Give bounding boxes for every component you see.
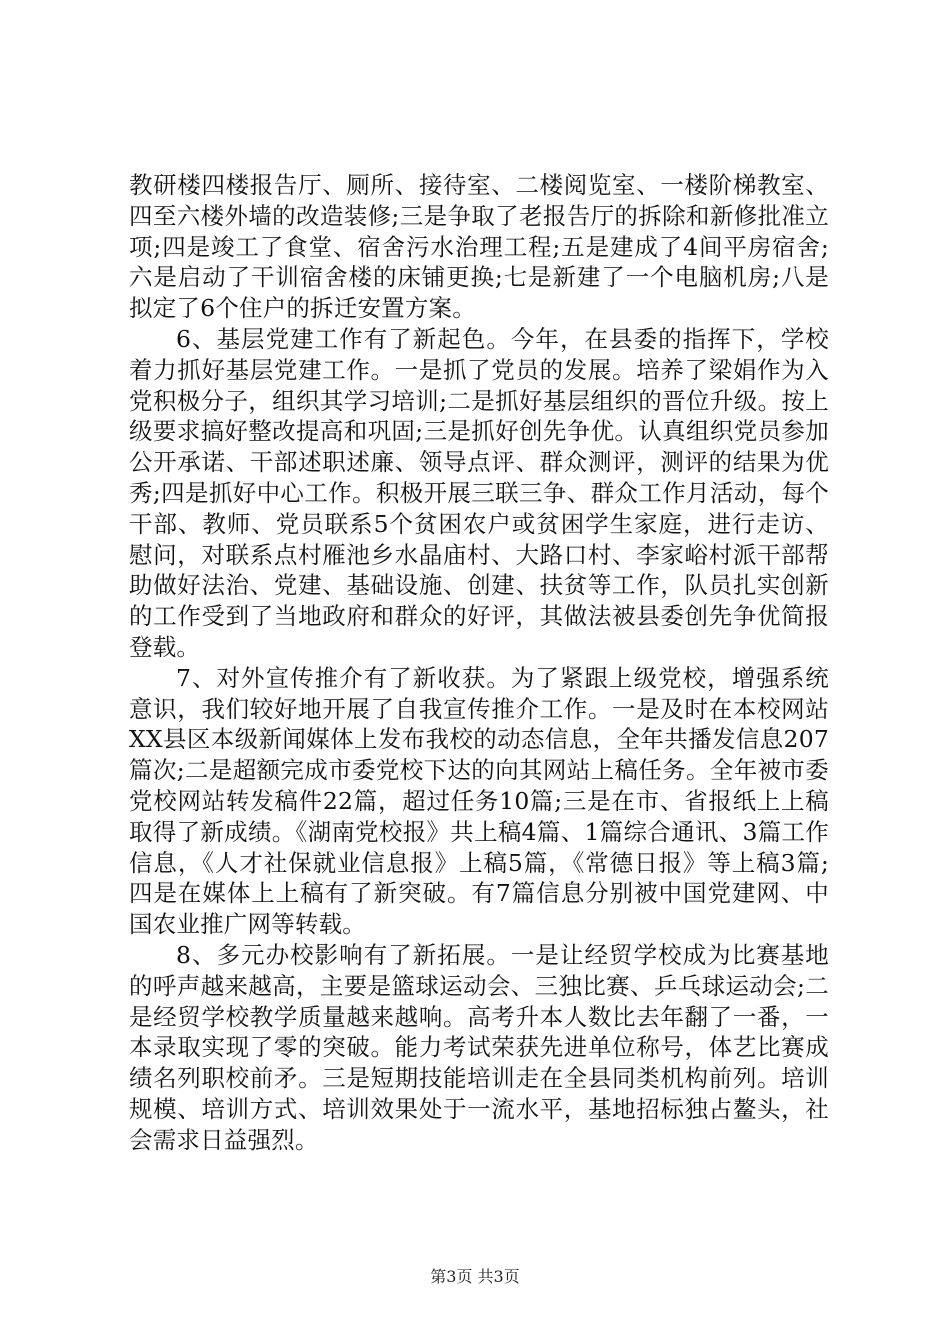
paragraph-school-expansion: 8、多元办校影响有了新拓展。一是让经贸学校成为比赛基地的呼声越来越高，主要是篮球运动会、三独比赛、乒乓球运动会;二是经贸学校教学质量越来越响。高考升本人数比去年翻了一番，一本录取实现了零的突破。能力考试荣获先进单位称号，体艺比赛成绩名列职校前矛。三是短期技能培训走在全县同类机构前列。培训规模、培训方式、培训效果处于一流水平，基地招标独占鳌头，社会需求日益强烈。	[129, 940, 829, 1154]
paragraph-party-building: 6、基层党建工作有了新起色。今年，在县委的指挥下，学校着力抓好基层党建工作。一是抓了党员的发展。培养了梁娟作为入党积极分子，组织其学习培训;二是抓好基层组织的晋位升级。按上级要求搞好整改提高和巩固;三是抓好创先争优。认真组织党员参加公开承诺、干部述职述廉、领导点评、群众测评，测评的结果为优秀;四是抓好中心工作。积极开展三联三争、群众工作月活动，每个干部、教师、党员联系5个贫困农户或贫困学生家庭，进行走访、慰问，对联系点村雁池乡水晶庙村、大路口村、李家峪村派干部帮助做好法治、党建、基础设施、创建、扶贫等工作，队员扎实创新的工作受到了当地政府和群众的好评，其做法被县委创先争优简报登载。	[129, 324, 829, 661]
paragraph-publicity: 7、对外宣传推介有了新收获。为了紧跟上级党校，增强系统意识，我们较好地开展了自我宣传推介工作。一是及时在本校网站XX县区本级新闻媒体上发布我校的动态信息，全年共播发信息207篇次;二是超额完成市委党校下达的向其网站上稿任务。全年被市委党校网站转发稿件22篇，超过任务10篇;三是在市、省报纸上上稿取得了新成绩。《湖南党校报》共上稿4篇、1篇综合通讯、3篇工作信息，《人才社保就业信息报》上稿5篇，《常德日报》等上稿3篇;四是在媒体上上稿有了新突破。有7篇信息分别被中国党建网、中国农业推广网等转载。	[129, 663, 829, 939]
document-body	[129, 170, 829, 1156]
page-footer: 第3页 共3页	[430, 1267, 520, 1286]
paragraph-continuation: 教研楼四楼报告厅、厕所、接待室、二楼阅览室、一楼阶梯教室、四至六楼外墙的改造装修;三是争取了老报告厅的拆除和新修批准立项;四是竣工了食堂、宿舍污水治理工程;五是建成了4间平房宿舍;六是启动了干训宿舍楼的床铺更换;七是新建了一个电脑机房;八是拟定了6个住户的拆迁安置方案。	[129, 171, 829, 323]
